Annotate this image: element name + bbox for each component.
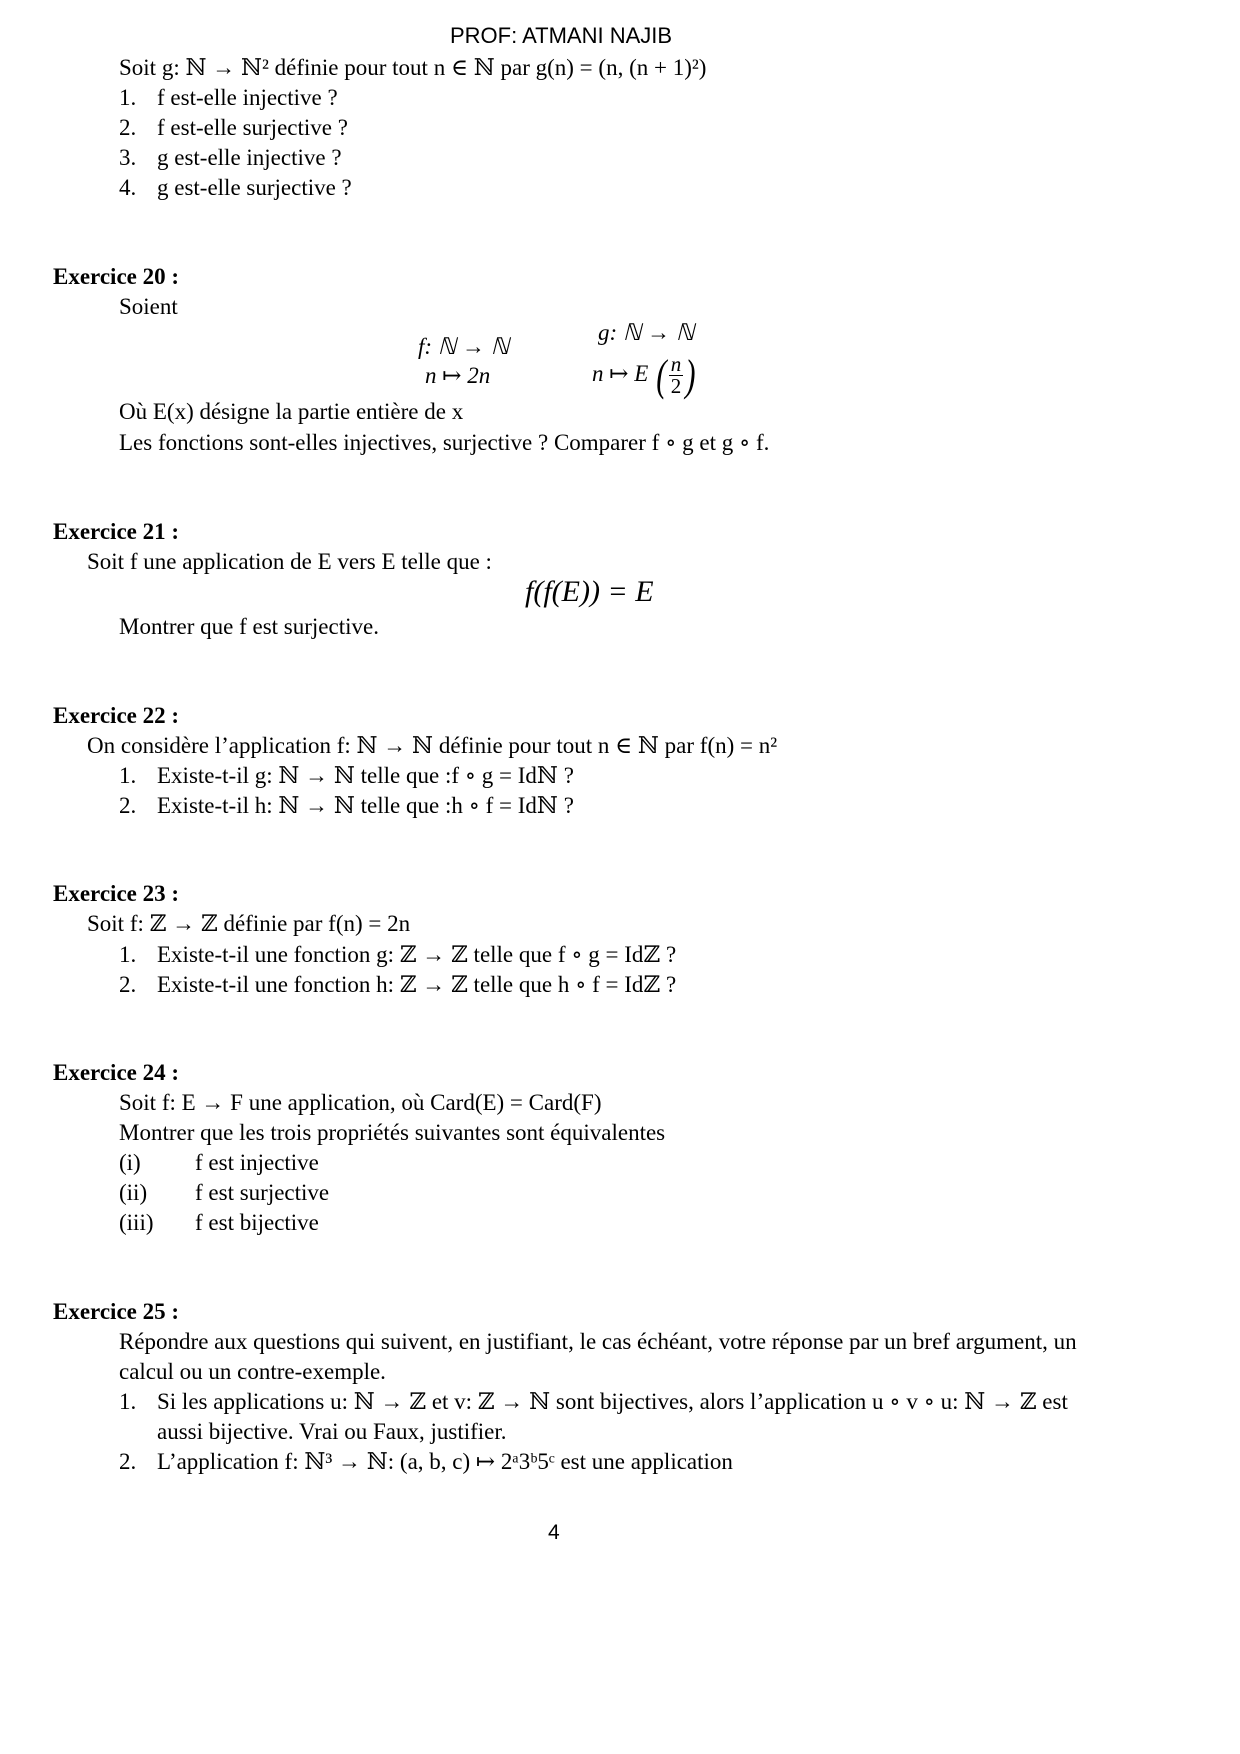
list-item: (iii) f est bijective (119, 1210, 319, 1235)
ex25-instructions: Répondre aux questions qui suivent, en justifiant, le cas échéant, votre réponse par un bref argument, un (119, 1329, 1077, 1354)
exercise-20-title: Exercice 20 : (53, 264, 180, 289)
exercise-25-title: Exercice 25 : (53, 1299, 180, 1324)
page-number: 4 (548, 1521, 560, 1544)
ex20-g-rule: n ↦ E ( $\frac{n}{2}$ ) (592, 350, 696, 400)
ex21-statement: Soit f une application de E vers E telle que : (87, 549, 492, 574)
ex20-question: Les fonctions sont-elles injectives, surjective ? Comparer f ∘ g et g ∘ f. (119, 430, 770, 455)
ex24-question: Montrer que les trois propriétés suivantes sont équivalentes (119, 1120, 666, 1145)
exercise-24-title: Exercice 24 : (53, 1060, 180, 1085)
list-item: 2. Existe-t-il une fonction h: ℤ → ℤ telle que h ∘ f = Idℤ ? (119, 972, 677, 997)
list-item: 2. Existe-t-il h: ℕ → ℕ telle que :h ∘ f = Idℕ ? (119, 793, 574, 818)
list-item-continuation: aussi bijective. Vrai ou Faux, justifier. (157, 1419, 507, 1444)
exercise-21-title: Exercice 21 : (53, 519, 180, 544)
list-item: 3. g est-elle injective ? (119, 145, 342, 170)
list-item: 2. L’application f: ℕ³ → ℕ: (a, b, c) ↦ 2ᵃ3ᵇ5ᶜ est une application (119, 1449, 733, 1474)
ex24-statement: Soit f: E → F une application, où Card(E) = Card(F) (119, 1090, 602, 1115)
list-item: (i) f est injective (119, 1150, 319, 1175)
ex23-statement: Soit f: ℤ → ℤ définie par f(n) = 2n (87, 911, 411, 936)
ex20-g-map: g: ℕ → ℕ (598, 320, 695, 345)
fraction-n-over-2: $\frac{n}{2}$ (670, 352, 682, 399)
list-item: 1. Si les applications u: ℕ → ℤ et v: ℤ → ℕ sont bijectives, alors l’application u ∘ v ∘ u: ℕ → ℤ est (119, 1389, 1068, 1414)
list-item: 1. Existe-t-il une fonction g: ℤ → ℤ telle que f ∘ g = Idℤ ? (119, 942, 677, 967)
page-header: PROF: ATMANI NAJIB (450, 23, 673, 48)
list-item: 1. Existe-t-il g: ℕ → ℕ telle que :f ∘ g = Idℕ ? (119, 763, 574, 788)
ex20-f-rule: n ↦ 2n (425, 363, 491, 388)
exercise-22-title: Exercice 22 : (53, 703, 180, 728)
ex20-definition: Où E(x) désigne la partie entière de x (119, 399, 464, 424)
list-item: 4. g est-elle surjective ? (119, 175, 352, 200)
ex25-instructions-cont: calcul ou un contre-exemple. (119, 1359, 386, 1384)
ex20-soient: Soient (119, 294, 178, 319)
list-item: 2. f est-elle surjective ? (119, 115, 348, 140)
g-definition: Soit g: ℕ → ℕ² définie pour tout n ∈ ℕ par g(n) = (n, (n + 1)²) (119, 55, 707, 80)
ex22-statement: On considère l’application f: ℕ → ℕ définie pour tout n ∈ ℕ par f(n) = n² (87, 733, 778, 758)
exercise-23-title: Exercice 23 : (53, 881, 180, 906)
ex21-formula: f(f(E)) = E (525, 575, 654, 608)
ex20-f-map: f: ℕ → ℕ (418, 334, 510, 359)
list-item: 1. f est-elle injective ? (119, 85, 338, 110)
list-item: (ii) f est surjective (119, 1180, 330, 1205)
ex21-question: Montrer que f est surjective. (119, 614, 379, 639)
